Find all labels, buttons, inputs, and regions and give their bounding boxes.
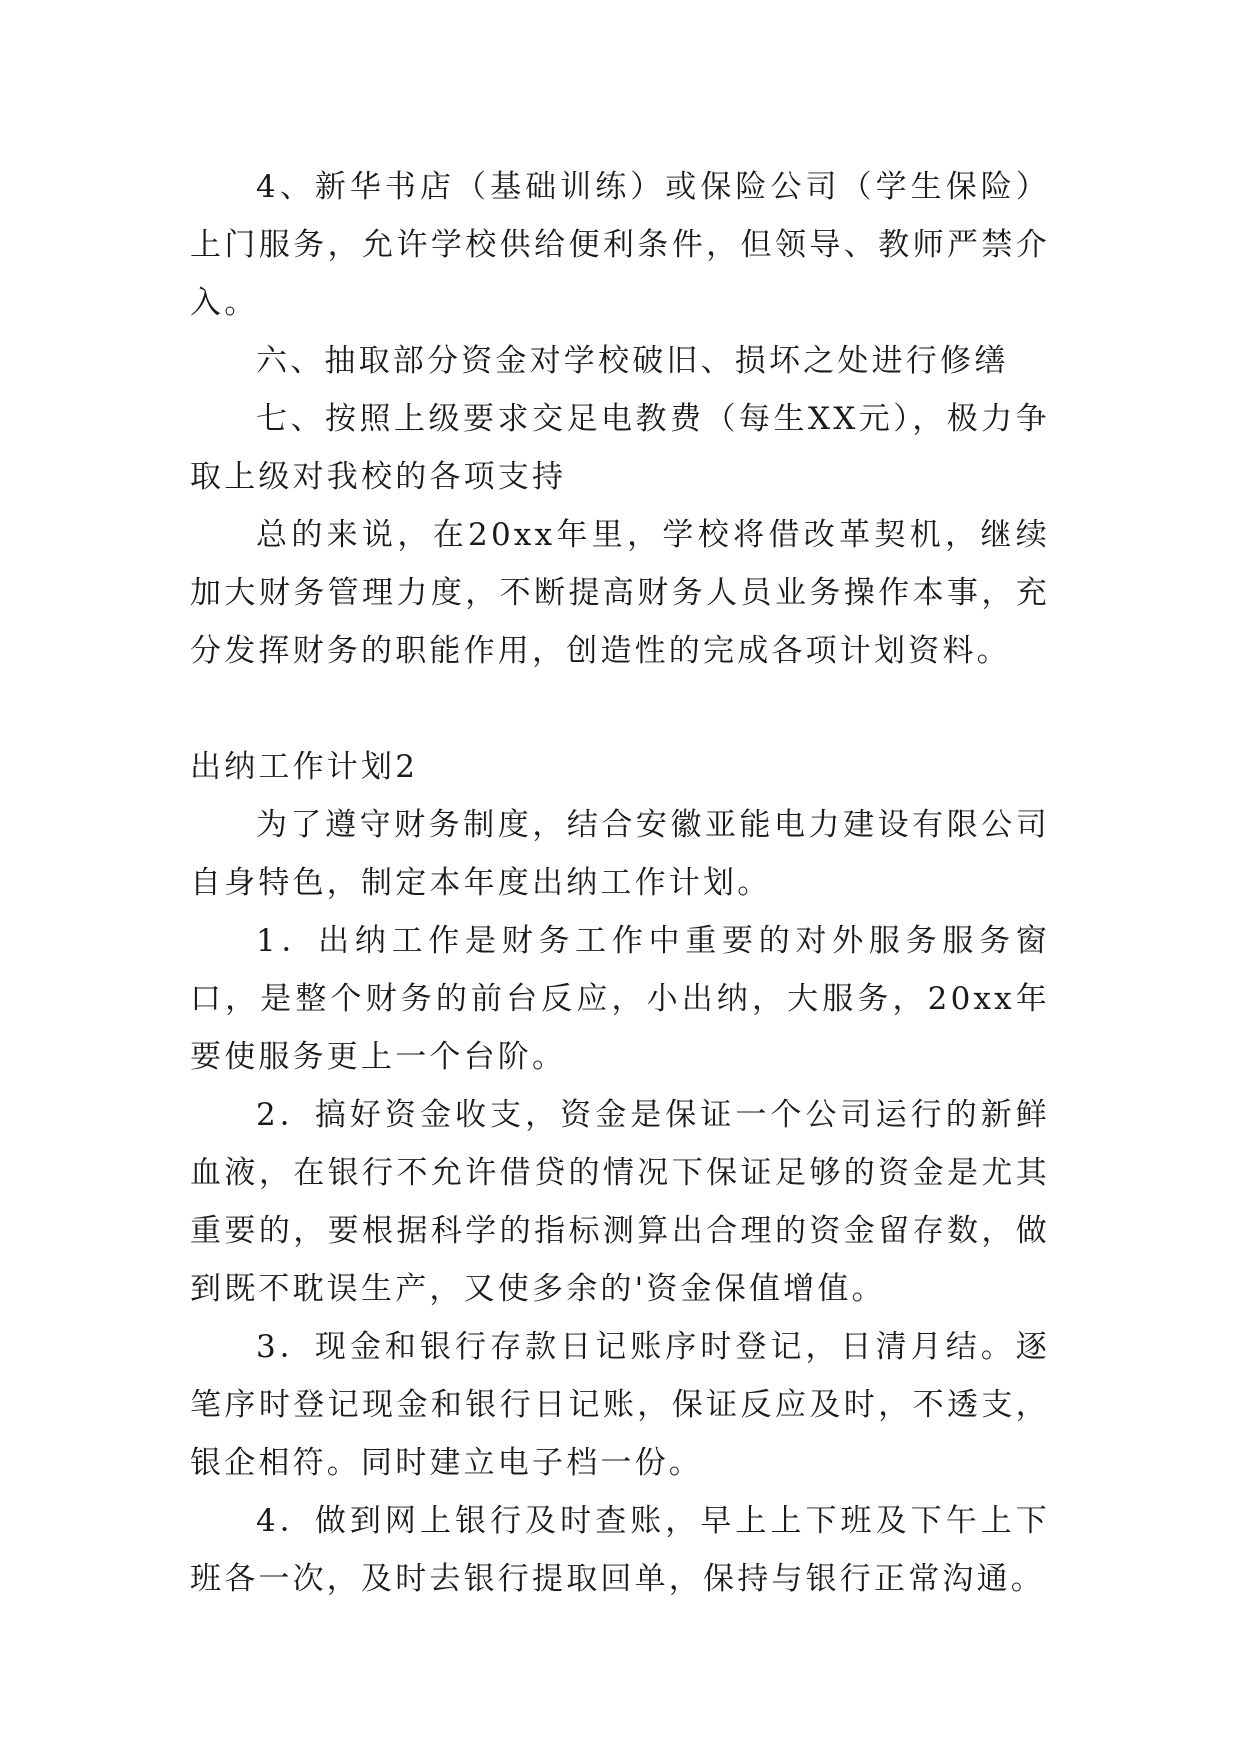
paragraph-item-3: 3．现金和银行存款日记账序时登记，日清月结。逐笔序时登记现金和银行日记账，保证反应及时，不透支，银企相符。同时建立电子档一份。 [190, 1329, 1050, 1481]
paragraph-intro: 为了遵守财务制度，结合安徽亚能电力建设有限公司自身特色，制定本年度出纳工作计划。 [190, 807, 1050, 901]
paragraph-repair-funds: 六、抽取部分资金对学校破旧、损坏之处进行修缮 [256, 343, 1009, 379]
paragraph-item-2: 2．搞好资金收支，资金是保证一个公司运行的新鲜血液，在银行不允许借贷的情况下保证足够的资金是尤其重要的，要根据科学的指标测算出合理的资金留存数，做到既不耽误生产，又使多余的'资金保值增值。 [190, 1097, 1050, 1307]
paragraph-item-1: 1．出纳工作是财务工作中重要的对外服务服务窗口，是整个财务的前台反应，小出纳，大服务，20xx年要使服务更上一个台阶。 [190, 923, 1050, 1075]
paragraph-bookstore-service: 4、新华书店（基础训练）或保险公司（学生保险）上门服务，允许学校供给便利条件，但领导、教师严禁介入。 [190, 169, 1050, 321]
paragraph-av-education-fee: 七、按照上级要求交足电教费（每生XX元），极力争取上级对我校的各项支持 [190, 401, 1050, 495]
document-body [190, 158, 1050, 1608]
paragraph-item-4: 4．做到网上银行及时查账，早上上下班及下午上下班各一次，及时去银行提取回单，保持与银行正常沟通。 [190, 1503, 1050, 1597]
paragraph-summary: 总的来说，在20xx年里，学校将借改革契机，继续加大财务管理力度，不断提高财务人员业务操作本事，充分发挥财务的职能作用，创造性的完成各项计划资料。 [190, 517, 1050, 669]
section-heading-cashier-plan-2: 出纳工作计划2 [190, 749, 419, 785]
